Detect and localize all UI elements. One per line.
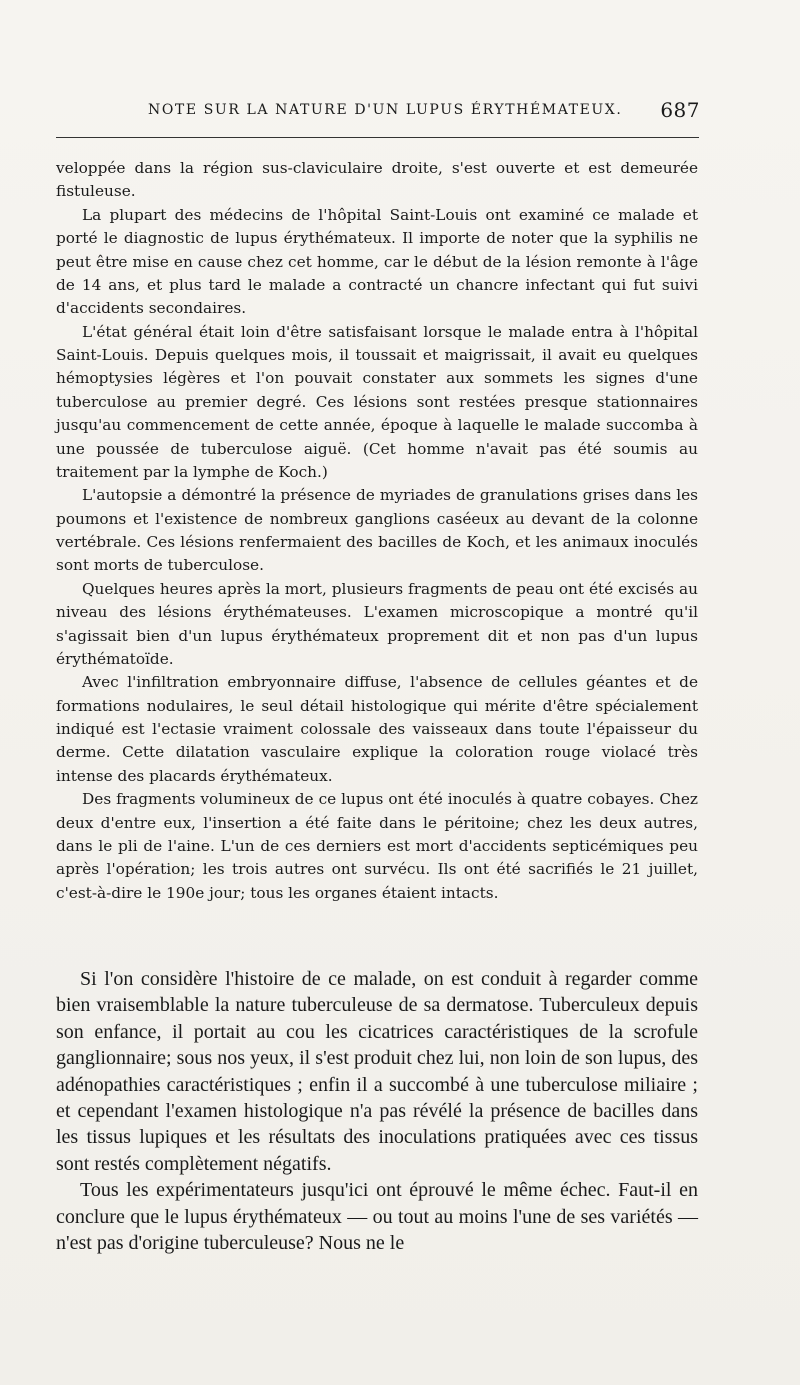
paragraph: La plupart des médecins de l'hôpital Saint-Louis ont examiné ce malade et porté le diagnostic de lupus érythémateux. Il importe de noter que la syphilis ne peut être mise en cause chez cet homme, car le début de la lésion remonte à l'âge de 14 ans, et plus tard le malade a contracté un chancre infectant qui fut suivi d'accidents secondaires. — [56, 205, 698, 318]
paragraph: Si l'on considère l'histoire de ce malade, on est conduit à regarder comme bien vraisemblable la nature tuberculeuse de sa dermatose. Tuberculeux depuis son enfance, il portait au cou les cicatrices caractéristiques de la scrofule ganglionnaire; sous nos yeux, il s'est produit chez lui, non loin de son lupus, des adénopathies caractéristiques ; enfin il a succombé à une tuberculose miliaire ; et cependant l'examen histologique n'a pas révélé la présence de bacilles dans les tissus lupiques et les résultats des inoculations pratiquées avec ces tissus sont restés complètement négatifs. — [56, 968, 698, 1175]
paragraph: L'autopsie a démontré la présence de myriades de granulations grises dans les poumons et l'existence de nombreux ganglions caséeux au devant de la colonne vertébrale. Ces lésions renfermaient des bacilles de Koch, et les animaux inoculés sont morts de tuberculose. — [56, 486, 698, 575]
paragraph: veloppée dans la région sus-claviculaire droite, s'est ouverte et est demeurée fistuleuse. — [56, 159, 698, 201]
paragraph: Des fragments volumineux de ce lupus ont été inoculés à quatre cobayes. Chez deux d'entre eux, l'insertion a été faite dans le péritoine; chez les deux autres, dans le pli de l'aine. L'un de ces derniers est mort d'accidents septicémiques peu après l'opération; les trois autres ont survécu. Ils ont été sacrifiés le 21 juillet, c'est-à-dire le 190e jour; tous les organes étaient intacts. — [56, 790, 698, 902]
running-head — [58, 98, 700, 126]
paragraph: Avec l'infiltration embryonnaire diffuse, l'absence de cellules géantes et de formations nodulaires, le seul détail histologique qui mérite d'être spécialement indiqué est l'ectasie vraiment colossale des vaisseaux dans toute l'épaisseur du derme. Cette dilatation vasculaire explique la coloration rouge violacé très intense des placards érythémateux. — [56, 673, 698, 785]
paragraph: L'état général était loin d'être satisfaisant lorsque le malade entra à l'hôpital Saint-Louis. Depuis quelques mois, il toussait et maigrissait, il avait eu quelques hémoptysies légères et l'on pouvait constater aux sommets les signes d'une tuberculose au premier degré. Ces lésions sont restées presque stationnaires jusqu'au commencement de cette année, époque à laquelle le malade succomba à une poussée de tuberculose aiguë. (Cet homme n'avait pas été soumis au traitement par la lymphe de Koch.) — [56, 322, 698, 481]
paragraph: Quelques heures après la mort, plusieurs fragments de peau ont été excisés au niveau des lésions érythémateuses. L'examen microscopique a montré qu'il s'agissait bien d'un lupus érythémateux proprement dit et non pas d'un lupus érythématoïde. — [56, 579, 698, 668]
small-type-section — [56, 157, 698, 905]
paragraph: Tous les expérimentateurs jusqu'ici ont éprouvé le même échec. Faut-il en conclure que le lupus érythémateux — ou tout au moins l'une de ses variétés — n'est pas d'origine tuberculeuse? Nous ne le — [56, 1179, 698, 1255]
large-type-section — [56, 966, 698, 1256]
header-rule — [56, 137, 699, 138]
page-number: 687 — [660, 98, 700, 122]
running-title: NOTE SUR LA NATURE D'UN LUPUS ÉRYTHÉMATEUX. — [148, 102, 623, 118]
